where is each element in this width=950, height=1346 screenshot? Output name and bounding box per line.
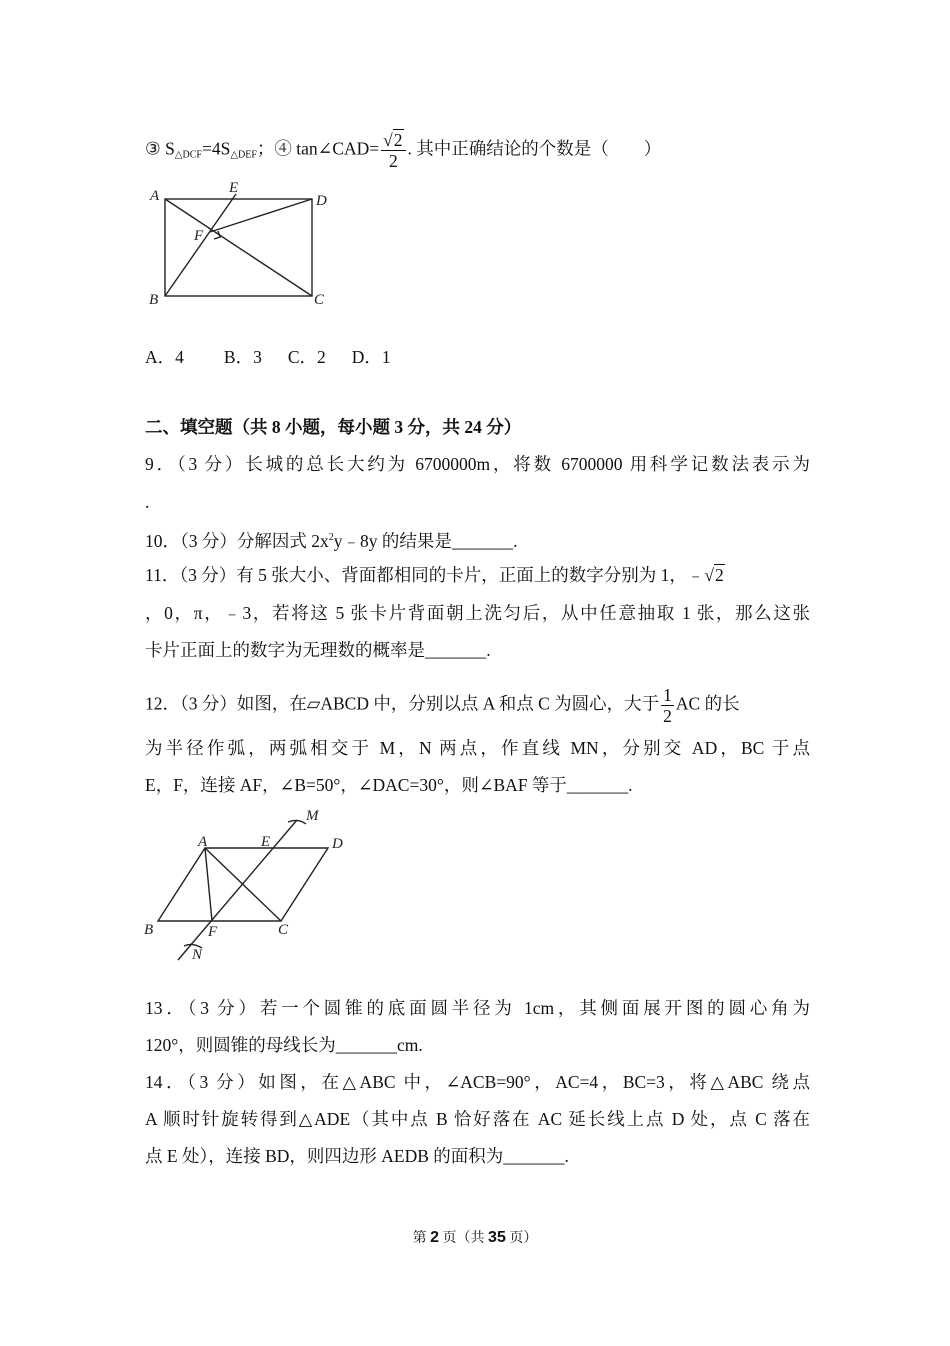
section-title: 二、填空题（共 8 小题，每小题 3 分，共 24 分） [145,417,522,437]
page-number: 2 [430,1229,440,1246]
q9-line2: . [145,492,150,512]
tan-fraction: $\frac{√2}{2}$ [381,130,405,171]
choice-d[interactable]: D．1 [351,347,391,367]
label-e: E [261,834,271,850]
q12-line2: 为半径作弧，两弧相交于 M，N 两点，作直线 MN，分别交 AD，BC 于点 [145,738,810,758]
q14-line2: A 顺时针旋转得到△ADE（其中点 B 恰好落在 AC 延长线上点 D 处，点 C 落在 [145,1109,810,1129]
q11-line3: 卡片正面上的数字为无理数的概率是_______. [145,640,491,660]
q9-line1: 9．（3 分）长城的总长大约为 6700000m，将数 6700000 用科学记数法表示为 [145,454,810,474]
choice-b[interactable]: B．3 [223,347,262,367]
q13-line2: 120°，则圆锥的母线长为_______cm. [145,1035,423,1055]
q11-line2: ，0，π，﹣3，若将这 5 张卡片背面朝上洗匀后，从中任意抽取 1 张，那么这张 [145,603,810,623]
line-be [165,194,236,296]
half-fraction: $\frac{1}{2}$ [663,685,672,726]
q8-choices [145,345,810,369]
q10-line: 10．（3 分）分解因式 $2x^2y﹣8y$ 的结果是_______. [145,531,518,551]
label-a: A [150,188,160,204]
label-b: B [149,292,159,308]
figure-parallelogram-abcd [140,800,360,975]
q11-line1: 11．（3 分）有 5 张大小、背面都相同的卡片，正面上的数字分别为 1，﹣√2 [145,565,724,585]
q8-condition-line: ③ $S_{\triangle DCF}=4S_{\triangle DEF}$；④ tan∠CAD= $\frac{√2}{2}$ . 其中正确结论的个数是（ ） [145,130,662,171]
label-b: B [144,922,154,938]
label-d: D [316,193,327,209]
q12-line3: E，F，连接 AF，∠B=50°，∠DAC=30°，则∠BAF 等于_______. [145,775,633,795]
label-f: F [208,924,218,940]
line-ac [165,199,312,296]
page-footer: 第 2 页（共 35 页） [412,1229,538,1246]
line-mn [178,820,297,960]
label-d: D [332,836,343,852]
page-total: 35 [488,1229,506,1246]
q14-line3: 点 E 处），连接 BD，则四边形 AEDB 的面积为_______. [145,1146,569,1166]
figure-rectangle-abcd [140,178,340,318]
arc-m [288,820,306,824]
label-f: F [194,228,204,244]
label-m: M [306,808,319,824]
label-e: E [229,180,239,196]
label-c: C [278,922,289,938]
q13-line1: 13．（3 分）若一个圆锥的底面圆半径为 1cm，其侧面展开图的圆心角为 [145,998,810,1018]
q14-line1: 14．（3 分）如图，在△ABC 中，∠ACB=90°，AC=4，BC=3，将△ABC 绕点 [145,1072,810,1092]
sqrt-two: √2 [704,565,724,585]
line-af [205,848,212,921]
q12-line1: 12．（3 分）如图，在▱ABCD 中，分别以点 A 和点 C 为圆心，大于 $\frac{1}{2}$ AC 的长 [145,685,740,726]
choice-c[interactable]: C．2 [287,347,326,367]
line-fd [210,199,312,232]
choice-a[interactable]: A．4 [145,347,184,367]
label-a: A [198,834,208,850]
label-n: N [192,947,203,963]
label-c: C [314,292,325,308]
